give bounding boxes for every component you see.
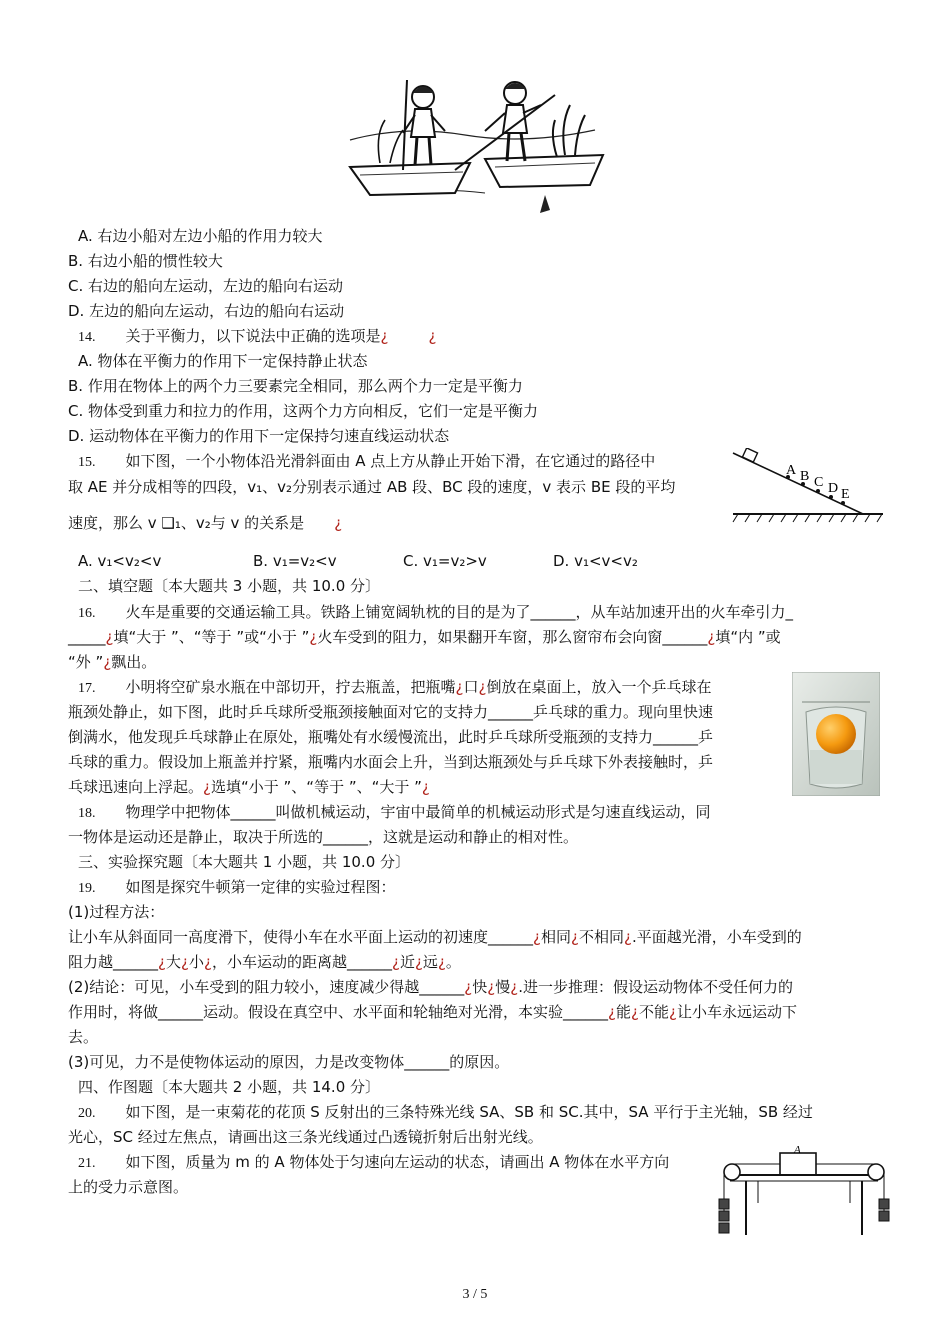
q14-option-b: B. 作用在物体上的两个力三要素完全相同，那么两个力一定是平衡力 [68,377,523,395]
incline-figure [728,448,888,526]
q18-number: 18. [78,806,96,821]
q13-option-c: C. 右边的船向左运动，左边的船向右运动 [68,277,344,295]
q13-option-d: D. 左边的船向左运动，右边的船向右运动 [68,302,345,320]
q20-number: 20. [78,1106,96,1121]
page-number: 3 / 5 [462,1287,488,1302]
q20-line-1: 20. 如下图，是一束菊花的花顶 S 反射出的三条特殊光线 SA、SB 和 SC.其中，SA 平行于主光轴，SB 经过 [78,1103,813,1121]
q19-part1-line-1: 让小车从斜面同一高度滑下，使得小车在水平面上运动的初速度______¿相同¿不相同¿.平面越光滑，小车受到的 [68,928,802,946]
q21-number: 21. [78,1156,96,1171]
q15-options [78,551,882,571]
q16-line-2: _____¿填“大于 ”、“等于 ”或“小于 ”¿火车受到的阻力，如果翻开车窗，那么窗帘布会向窗______¿填“内 ”或 [68,628,781,646]
q15-option-a: A. v₁<v₂<v [78,552,162,570]
q13-option-b: B. 右边小船的惯性较大 [68,252,223,270]
q19-stem: 19. 如图是探究牛顿第一定律的实验过程图： [78,878,396,896]
q21-line-2: 上的受力示意图。 [68,1178,189,1196]
boats-illustration [345,75,605,215]
table-pulley-figure [718,1143,890,1243]
q13-option-a: A. 右边小船对左边小船的作用力较大 [78,227,323,245]
q14-mark-1: ¿ [380,327,389,345]
q18-line-2: 一物体是运动还是静止，取决于所选的______，这就是运动和静止的相对性。 [68,828,579,846]
q17-line-3: 倒满水，他发现乒乓球静止在原处，瓶嘴处有水缓慢流出，此时乒乓球所受瓶颈的支持力______乒 [68,728,714,746]
q16-number: 16. [78,606,96,621]
q17-line-1: 17. 小明将空矿泉水瓶在中部切开，拧去瓶盖，把瓶嘴¿口¿倒放在桌面上，放入一个乒乓球在 [78,678,712,696]
section-2-heading: 二、填空题〔本大题共 3 小题，共 10.0 分〕 [78,577,381,595]
q15-option-c: C. v₁=v₂>v [403,552,487,570]
q19-part2-line-1: (2)结论：可见，小车受到的阻力较小，速度减少得越______¿快¿慢¿.进一步推理：假设运动物体不受任何力的 [68,978,793,996]
q14-option-d: D. 运动物体在平衡力的作用下一定保持匀速直线运动状态 [68,427,450,445]
q17-number: 17. [78,681,96,696]
incline-label-b: B [800,469,810,484]
q15-option-b: B. v₁=v₂<v [253,552,337,570]
q15-option-d: D. v₁<v<v₂ [553,552,638,570]
q19-part1-line-2: 阻力越______¿大¿小¿，小车运动的距离越______¿近¿远¿。 [68,953,461,971]
q15-line-1: 15. 如下图，一个小物体沿光滑斜面由 A 点上方从静止开始下滑，在它通过的路径中 [78,452,656,470]
incline-label-d: D [828,481,839,496]
q14-option-a: A. 物体在平衡力的作用下一定保持静止状态 [78,352,368,370]
incline-label-a: A [786,463,797,478]
q17-line-4: 乓球的重力。假设加上瓶盖并拧紧，瓶嘴内水面会上升，当到达瓶颈处与乒乓球下外表接触时，乒 [68,753,714,771]
q17-line-2: 瓶颈处静止，如下图，此时乒乓球所受瓶颈接触面对它的支持力______乒乓球的重力。现向里快速 [68,703,714,721]
q15-line-2: 取 AE 并分成相等的四段，v₁、v₂分别表示通过 AB 段、BC 段的速度，v 表示 BE 段的平均 [68,478,676,496]
q14-option-c: C. 物体受到重力和拉力的作用，这两个力方向相反，它们一定是平衡力 [68,402,539,420]
q15-mark: ¿ [334,514,343,532]
q16-line-3: “外 ”¿飘出。 [68,653,157,671]
q19-number: 19. [78,881,96,896]
q21-line-1: 21. 如下图，质量为 m 的 A 物体处于匀速向左运动的状态，请画出 A 物体在水平方向 [78,1153,670,1171]
block-label-a: A [794,1144,801,1156]
q14-mark-2: ¿ [428,327,437,345]
q15-line-3: 速度，那么 v ❑₁、v₂与 v 的关系是 ¿ [68,514,343,532]
q14-stem-text: 关于平衡力，以下说法中正确的选项是 [125,327,381,345]
q19-part3: (3)可见，力不是使物体运动的原因，力是改变物体______的原因。 [68,1053,510,1071]
q14-number: 14. [78,330,96,345]
q16-line-1: 16. 火车是重要的交通运输工具。铁路上铺宽阔轨枕的目的是为了______，从车站加速开出的火车牵引力_ [78,603,794,621]
q19-part1-heading: (1)过程方法： [68,903,165,921]
q17-line-5: 乓球迅速向上浮起。¿选填“小于 ”、“等于 ”、“大于 ”¿ [68,778,430,796]
incline-label-e: E [841,487,850,502]
q18-line-1: 18. 物理学中把物体______叫做机械运动，宇宙中最简单的机械运动形式是匀速直线运动，同 [78,803,711,821]
q15-number: 15. [78,455,96,470]
q20-line-2: 光心，SC 经过左焦点，请画出这三条光线通过凸透镜折射后出射光线。 [68,1128,543,1146]
q14-stem [78,326,882,348]
q19-part2-line-3: 去。 [68,1028,99,1046]
q19-part2-line-2: 作用时，将做______运动。假设在真空中、水平面和轮轴绝对光滑，本实验______¿能¿不能¿让小车永远运动下 [68,1003,797,1021]
bottle-ball-photo [792,672,880,796]
section-3-heading: 三、实验探究题〔本大题共 1 小题，共 10.0 分〕 [78,853,411,871]
section-4-heading: 四、作图题〔本大题共 2 小题，共 14.0 分〕 [78,1078,381,1096]
incline-label-c: C [814,475,824,490]
